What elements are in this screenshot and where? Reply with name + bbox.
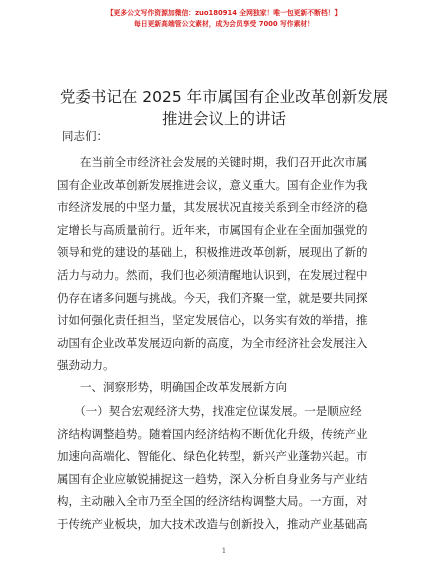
paragraph-line: 于传统产业板块，加大技术改造与创新投入，推动产业基础高: [57, 516, 368, 531]
paragraph-line: 仍存在诸多问题与挑战。今天，我们齐聚一堂，就是要共同探: [57, 290, 368, 305]
paragraph-line: 领导和党的建设的基础上，积极推进改革创新，展现出了新的: [57, 245, 368, 260]
section-heading-1: 一、洞察形势，明确国企改革发展新方向: [80, 380, 287, 394]
promo-banner: [0, 8, 448, 30]
title-line-2: 推进会议上的讲话: [161, 110, 286, 128]
title-line-1: 党委书记在 2025 年市属国有企业改革创新发展: [59, 88, 389, 106]
paragraph-line: 动国有企业改革发展迈向新的高度，为全市经济社会发展注入: [57, 335, 368, 350]
paragraph-line: 在当前全市经济社会发展的关键时期，我们召开此次市属: [57, 155, 368, 169]
paragraph-line: 市经济发展的中坚力量，其发展状况直接关系到全市经济的稳: [57, 200, 368, 215]
promo-banner-line-1: 【更多公文写作资源加微信：zuo180914 全网独家！唯一包更新不断档！】: [106, 9, 342, 17]
page-number: 1: [221, 547, 227, 555]
document-title: [40, 86, 408, 130]
paragraph-line: 属国有企业应敏锐捕捉这一趋势，深入分析自身业务与产业结: [57, 471, 368, 486]
salutation: 同志们：: [62, 129, 108, 143]
paragraph-line: 定增长与高质量前行。近年来，市属国有企业在全面加强党的: [57, 222, 368, 237]
paragraph-line: 构，主动融入全市乃至全国的经济结构调整大局。一方面，对: [57, 494, 368, 509]
paragraph-line: 国有企业改革创新发展推进会议，意义重大。国有企业作为我: [57, 177, 368, 192]
paragraph-line: 济结构调整趋势。随着国内经济结构不断优化升级，传统产业: [57, 426, 368, 441]
promo-banner-line-2: 每日更新高端管公文素材，成为会员享受 7000 写作素材！: [134, 20, 314, 28]
paragraph-intro: [57, 151, 393, 377]
paragraph-line: （一）契合宏观经济大势，找准定位谋发展。一是顺应经: [57, 404, 362, 418]
paragraph-section-1: [57, 400, 393, 536]
paragraph-line: 活力与动力。然而，我们也必须清醒地认识到，在发展过程中: [57, 267, 368, 282]
paragraph-line: 讨如何强化责任担当，坚定发展信心，以务实有效的举措，推: [57, 313, 368, 328]
paragraph-line: 加速向高端化、智能化、绿色化转型，新兴产业蓬勃兴起。市: [57, 449, 368, 464]
paragraph-line: 强劲动力。: [57, 358, 115, 373]
